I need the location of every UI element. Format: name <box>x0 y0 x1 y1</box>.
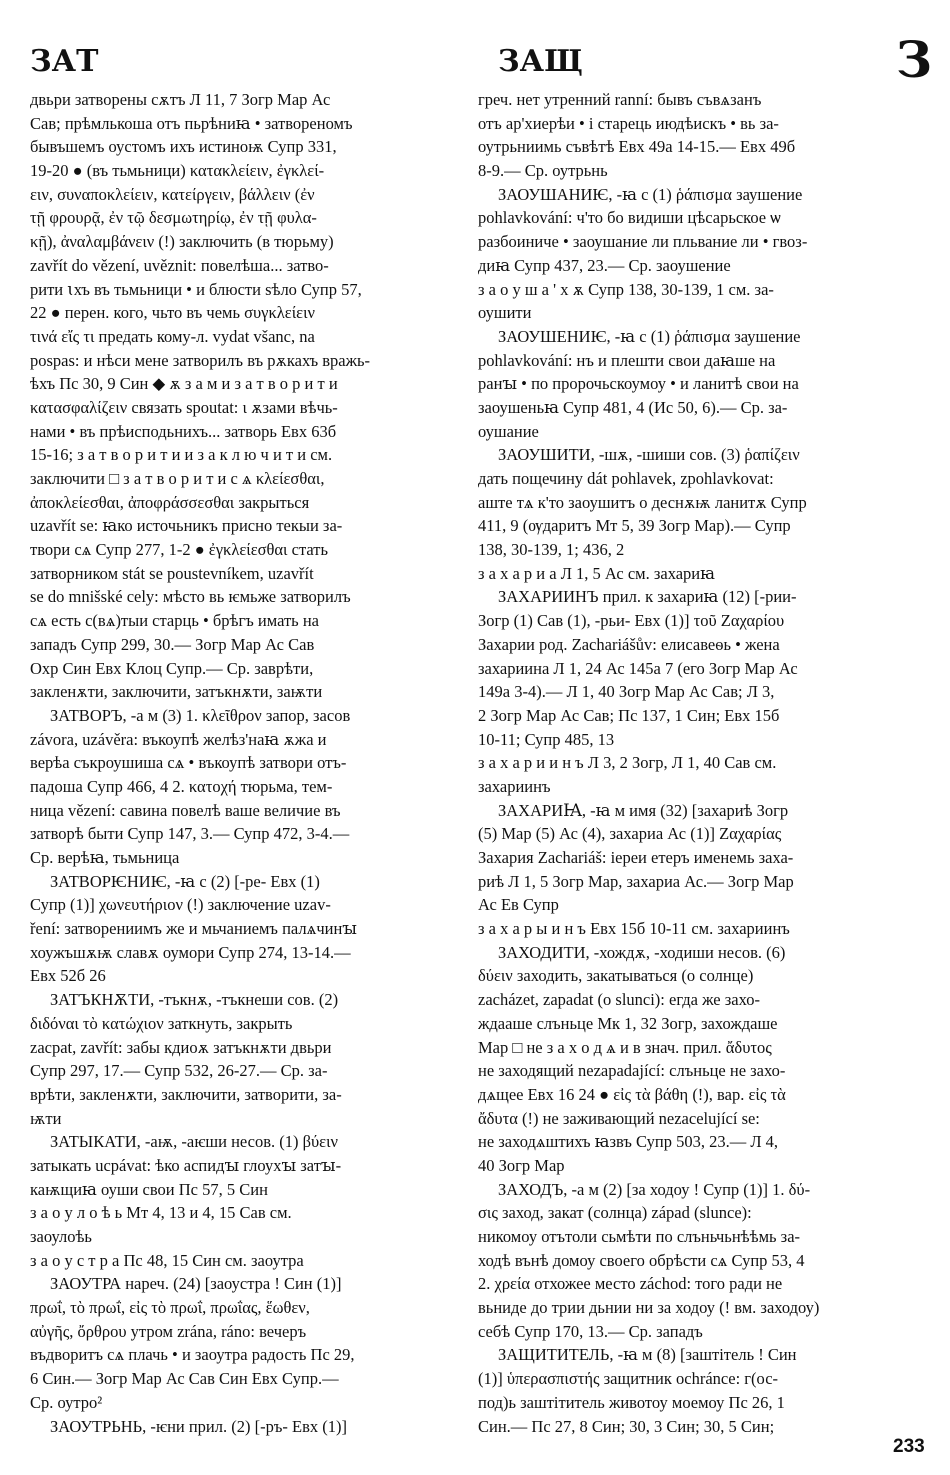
text-line: 8-9.— Ср. оутрьнь <box>478 161 608 181</box>
text-line: ранꙑ • по пророчьскоумоу • и ланитѣ свои на <box>478 374 799 394</box>
text-line: ЗАХАРИꙖ, -ꙗ м имя (32) [захариѣ Зогр <box>498 800 789 820</box>
text-line: з а х а р и а Л 1, 5 Ас см. захариꙗ <box>478 563 715 583</box>
text-line: 2. χρεία отхожее место záchod: того ради не <box>478 1274 783 1294</box>
text-line: рити ꙇхъ въ тьмьници • и блюсти ѕѣло Супр 57, <box>30 279 362 299</box>
text-line: zavřít do vězení, uvěznit: повелѣша... затво- <box>30 255 329 275</box>
text-line: греч. нет утренний ranní: бывъ съвѧзанъ <box>478 90 762 109</box>
text-line: Евх 52б 26 <box>30 966 106 986</box>
text-line: Ср. верѣꙗ, тьмьница <box>30 848 180 867</box>
running-head-center: ЗАЩ <box>498 44 583 79</box>
text-line: никомоу отътоли сьмѣти по слъньчьнѣѣмь за- <box>478 1227 801 1246</box>
text-line: Ср. оутро² <box>30 1392 103 1412</box>
text-line: себѣ Супр 170, 13.— Ср. западъ <box>478 1321 703 1341</box>
text-line: разбоиниче • заоушание ли пльвание ли • гвоз- <box>478 232 808 252</box>
text-line: Супр (1)] χωνευτήριον (!) заключение uzav- <box>30 895 331 915</box>
text-line: затворником stát se poustevníkem, uzavřít <box>30 563 314 583</box>
text-line: вьниде до трии дьнии ни за ходоу (! вм. заходоу) <box>478 1298 820 1318</box>
text-line: аште тѧ к'то заоушитъ о деснѫѭ ланитѫ Супр <box>478 492 807 512</box>
text-line: τινά εἴς τι предать кому-л. vydat všanc, na <box>30 326 315 346</box>
text-line: оушание <box>478 421 539 441</box>
text-line: заключити □ з а т в о р и т и с ѧ κλείεσθαι, <box>30 469 325 488</box>
text-line: Захария Zachariáš: іереи етеръ именемь заха- <box>478 848 794 867</box>
text-line: з а х а р и и н ъ Л 3, 2 Зогр, Л 1, 40 Сав см. <box>478 753 777 773</box>
text-line: двьри затворены сѫтъ Л 11, 7 Зогр Мар Ас <box>30 90 331 109</box>
text-line: ЗАОУШИТИ, -шѫ, -шиши сов. (3) ῥαπίζειν <box>498 445 800 465</box>
text-line: Охр Син Евх Клоц Супр.— Ср. заврѣти, <box>30 658 314 678</box>
text-line: дѧщее Евх 16 24 ● εἰς τὰ βάθη (!), вар. εἰς τὰ <box>478 1084 786 1104</box>
text-line: κῇ), ἀναλαμβάνειν (!) заключить (в тюрьму) <box>30 232 334 252</box>
text-line: Сав; прѣмлькоша отъ пьрѣниꙗ • затвореномъ <box>30 113 353 133</box>
running-head-left: ЗАТ <box>30 44 99 79</box>
text-line: 10-11; Супр 485, 13 <box>478 729 615 749</box>
text-line: сѧ есть с(вѧ)тыи старць • брѣгъ имать на <box>30 611 319 631</box>
text-line: 411, 9 (ѹдаритъ Мт 5, 39 Зогр Мар).— Супр <box>478 516 791 536</box>
text-line: Захарии род. Zachariášův: елисавеѳь • жена <box>478 634 780 654</box>
text-line: Супр 297, 17.— Супр 532, 26-27.— Ср. за- <box>30 1061 328 1081</box>
text-line: падоша Супр 466, 4 2. κατοχή тюрьма, тем- <box>30 776 333 796</box>
text-line: Син.— Пс 27, 8 Син; 30, 3 Син; 30, 5 Син; <box>478 1416 775 1436</box>
text-line: 149а 3-4).— Л 1, 40 Зогр Мар Ас Сав; Л 3, <box>478 682 775 702</box>
text-line: se do mnišské cely: мѣсто вь ѥмьже затворилъ <box>30 587 351 607</box>
text-line: uzavřít se: ꙗко источьникъ присно текыи за- <box>30 516 343 536</box>
text-line: диꙗ Супр 437, 23.— Ср. заоушение <box>478 255 731 275</box>
text-line: πρωΐ, τὸ πρωΐ, εἰς τὸ πρωΐ, πρωΐας, ἕωθεν, <box>30 1298 310 1318</box>
text-line: захариина Л 1, 24 Ас 145а 7 (его Зогр Мар Ас <box>478 658 798 678</box>
text-line: риѣ Л 1, 5 Зогр Мар, захариа Ас.— Зогр Мар <box>478 871 794 891</box>
text-line: ница vězení: савина повелѣ ваше величие въ <box>30 800 341 820</box>
text-line: отъ ар'хиерѣи • і старець июдѣискъ • вь за- <box>478 113 779 133</box>
text-line: не заходѧштихъ ꙗзвъ Супр 503, 23.— Л 4, <box>478 1132 779 1152</box>
text-line: въдворитъ сѧ плачь • и заоутра радость Пс 29, <box>30 1345 355 1365</box>
text-line: κατασφαλίζειν связать spoutat: ι ѫзами вѣчь- <box>30 397 338 417</box>
text-line: 22 ● перен. кого, чьто въ чемь συγκλείειν <box>30 303 315 323</box>
text-line: ждааше слъньце Мк 1, 32 Зогр, захождаше <box>478 1013 778 1033</box>
text-line: Зогр (1) Сав (1), -рьи- Евх (1)] τοῦ Ζαχαρίου <box>478 611 785 631</box>
text-line: ЗАХОДЪ, -а м (2) [за ходоу ! Супр (1)] 1. δύ- <box>498 1179 811 1199</box>
text-line: ЗАХОДИТИ, -хождѫ, -ходиши несов. (6) <box>498 942 786 962</box>
text-line: ἀποκλείεσθαι, ἀποφράσσεσθαι закрыться <box>30 492 310 512</box>
text-line: ЗАОУТРЬНЬ, -ѥни прил. (2) [-ръ- Евх (1)] <box>50 1416 347 1436</box>
text-line: заоушеньꙗ Супр 481, 4 (Ис 50, 6).— Ср. за- <box>478 397 788 417</box>
text-line: 2 Зогр Мар Ас Сав; Пс 137, 1 Син; Евх 15б <box>478 705 780 725</box>
text-line: захариинъ <box>478 776 551 796</box>
text-line: твори сѧ Супр 277, 1-2 ● ἐγκλείεσθαι стать <box>30 540 328 560</box>
text-line: ЗАОУТРА нареч. (24) [заоустра ! Син (1)] <box>50 1274 342 1294</box>
text-line: з а о у ш а ' х ѫ Супр 138, 30-139, 1 см. за- <box>478 279 774 299</box>
left-column <box>30 88 462 1438</box>
text-line: верѣа съкроушиша сѧ • въкоупѣ затвори отъ- <box>30 753 347 773</box>
text-line: ЗАТВОРЪ, -а м (3) 1. κλεῖθρον запор, засов <box>50 705 351 725</box>
section-letter: З <box>896 30 933 89</box>
text-line: δύειν заходить, закатываться (о солнце) <box>478 966 754 986</box>
text-line: под)ь заштітитель животоу моемоу Пс 26, 1 <box>478 1392 785 1412</box>
text-line: ЗАХАРИИНЪ прил. к захариꙗ (12) [-рии- <box>498 587 797 607</box>
text-line: 138, 30-139, 1; 436, 2 <box>478 540 625 560</box>
text-line: затыкать ucpávat: ѣко аспидꙑ глоухꙑ затꙑ- <box>30 1155 342 1175</box>
text-line: ЗАОУШЕНИѤ, -ꙗ с (1) ῥάπισμα заушение <box>498 326 801 346</box>
text-line: нами • въ прѣисподьнихъ... затворь Евх 63б <box>30 421 337 441</box>
text-line: бывъшемъ оустомъ ихъ истиноѭ Супр 331, <box>30 137 337 157</box>
text-line: оушити <box>478 303 532 323</box>
text-line: pohlavkování: нъ и плешти свои даꙗше на <box>478 350 776 370</box>
text-line: з а х а р ы и н ъ Евх 15б 10-11 см. захариинъ <box>478 919 790 939</box>
text-line: 15-16; з а т в о р и т и и з а к л ю ч и т и см. <box>30 445 333 465</box>
right-column <box>478 88 934 1438</box>
text-line: (1)] ὑπερασπιστής защитник ochránce: г(ос- <box>478 1369 779 1389</box>
text-line: zacpat, zavřít: забы кдиоѫ затъкнѫти двьри <box>30 1037 332 1057</box>
text-line: закленѫти, заключити, затъкнѫти, заѭти <box>30 682 323 702</box>
text-line: 6 Син.— Зогр Мар Ас Сав Син Евх Супр.— <box>30 1369 339 1389</box>
text-line: (5) Мар (5) Ас (4), захариа Ас (1)] Ζαχαρίας <box>478 824 782 844</box>
text-line: каѭщиꙗ оуши свои Пс 57, 5 Син <box>30 1179 268 1199</box>
text-line: ειν, συναποκλείειν, κατείργειν, βάλλειν (ἐν <box>30 184 315 204</box>
text-line: ѣхъ Пс 30, 9 Син ◆ ѫ з а м и з а т в о р и т и <box>30 374 338 394</box>
text-line: τῇ φρουρᾷ, ἐν τῷ δεσμωτηρίῳ, ἐν τῇ φυλα- <box>30 208 317 228</box>
page-number: 233 <box>893 1436 925 1457</box>
text-line: ЗАОУШАНИѤ, -ꙗ с (1) ῥάπισμα заушение <box>498 184 803 204</box>
text-line: Мар □ не з а х о д ѧ и в знач. прил. ἄδυτος <box>478 1037 772 1057</box>
text-line: врѣти, закленѫти, заключити, затворити, за- <box>30 1084 342 1104</box>
text-line: ření: затворениимъ же и мьчаниемъ палѧчинꙑ <box>30 919 357 939</box>
text-line: závora, uzávěra: въкоупѣ желѣз'наꙗ ѫжа и <box>30 729 327 749</box>
text-line: ἄδυτα (!) не заживающий nezacelující se: <box>478 1108 760 1128</box>
text-line: ЗАТЪКНѪТИ, -тъкнѫ, -тъкнеши сов. (2) <box>50 990 339 1010</box>
text-line: σις заход, закат (солнца) západ (slunce): <box>478 1203 752 1223</box>
text-line: ходѣ вънѣ домоу своего обрѣсти сѧ Супр 53, 4 <box>478 1250 805 1270</box>
text-line: zacházet, zapadat (o slunci): егда же захо- <box>478 990 760 1010</box>
text-line: αὐγῆς, ὄρθρου утром zrána, ráno: вечеръ <box>30 1321 307 1341</box>
text-line: 40 Зогр Мар <box>478 1155 565 1175</box>
text-line: з а о у с т р а Пс 48, 15 Син см. заоутра <box>30 1250 304 1270</box>
text-line: ЗАТЫКАТИ, -аѭ, -аѥши несов. (1) βύειν <box>50 1132 339 1152</box>
text-line: pospas: и нѣси мене затворилъ въ рѫкахъ вражь- <box>30 350 371 370</box>
text-line: не заходящий nezapadající: слъньце не захо- <box>478 1061 786 1081</box>
text-line: заоулоѣь <box>30 1227 92 1246</box>
text-line: pohlavkování: ч'то бо видиши цѣсарьское ѡ <box>478 208 781 228</box>
text-line: оутрьниимь съвѣтѣ Евх 49а 14-15.— Евх 49б <box>478 137 796 157</box>
text-line: Ас Ев Супр <box>478 895 559 915</box>
text-line: западъ Супр 299, 30.— Зогр Мар Ас Сав <box>30 634 315 654</box>
text-line: дать пощечину dát pohlavek, zpohlavkovat: <box>478 469 774 488</box>
text-line: 19-20 ● (въ тьмьници) κατακλείειν, ἐγκλεί- <box>30 161 325 181</box>
text-line: з а о у л о ѣ ь Мт 4, 13 и 4, 15 Сав см. <box>30 1203 292 1223</box>
text-line: хоужъшѫѭ славѫ оумори Супр 274, 13-14.— <box>30 942 351 962</box>
text-line: διδόναι τὸ κατώχιον заткнуть, закрыть <box>30 1013 293 1033</box>
text-line: затворѣ быти Супр 147, 3.— Супр 472, 3-4.— <box>30 824 350 844</box>
text-line: ЗАТВОРѤНИѤ, -ꙗ с (2) [-ре- Евх (1) <box>50 871 320 891</box>
text-line: ѭти <box>30 1108 62 1128</box>
text-line: ЗАЩИТИТЕЛЬ, -ꙗ м (8) [заштітель ! Син <box>498 1345 797 1365</box>
